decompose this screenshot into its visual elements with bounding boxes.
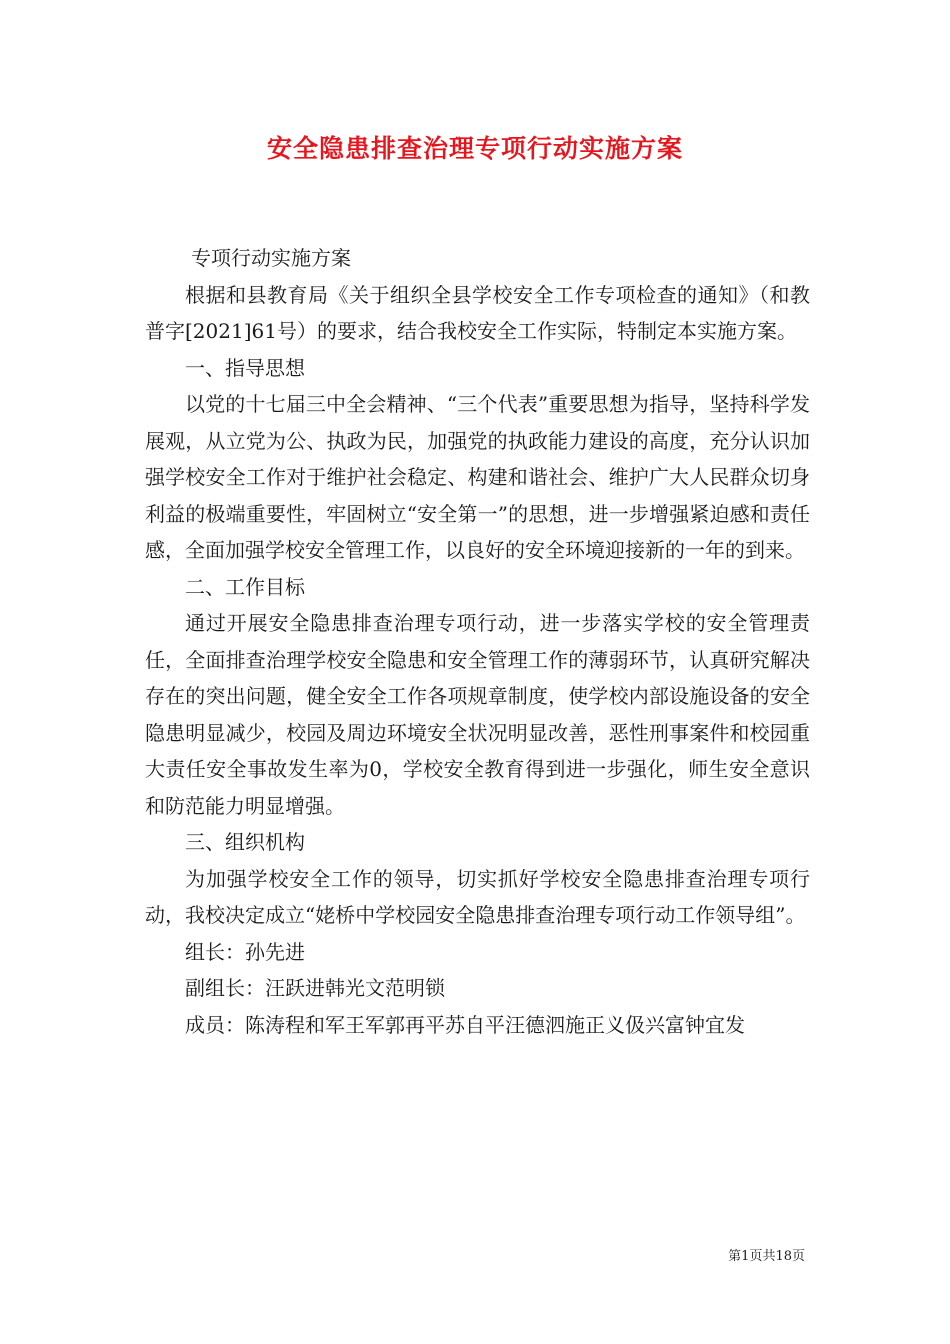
document-title: 安全隐患排查治理专项行动实施方案 bbox=[266, 134, 683, 163]
paragraph-members: 成员：陈涛程和军王军郭再平苏自平汪德泗施正义伋兴富钟宜发 bbox=[185, 1012, 745, 1037]
section-heading-organization: 三、组织机构 bbox=[185, 830, 305, 854]
document-body bbox=[145, 240, 810, 1043]
section-heading-guiding-thought: 一、指导思想 bbox=[185, 355, 305, 380]
paragraph-organization: 为加强学校安全工作的领导，切实抓好学校安全隐患排查治理专项行动，我校决定成立“姥桥中学校园安全隐患排查治理专项行动工作领导组”。 bbox=[145, 866, 810, 927]
paragraph-group-leader: 组长：孙先进 bbox=[185, 939, 305, 964]
page-footer: 第1页共18页 bbox=[728, 1249, 805, 1264]
paragraph-guiding-thought: 以党的十七届三中全会精神、“三个代表”重要思想为指导，坚持科学发展观，从立党为公、执政为民，加强党的执政能力建设的高度，充分认识加强学校安全工作对于维护社会稳定、构建和谐社会、维护广大人民群众切身利益的极端重要性，牢固树立“安全第一”的思想，进一步增强紧迫感和责任感，全面加强学校安全管理工作，以良好的安全环境迎接新的一年的到来。 bbox=[145, 392, 810, 562]
paragraph-subtitle: 专项行动实施方案 bbox=[191, 246, 351, 270]
paragraph-intro: 根据和县教育局《关于组织全县学校安全工作专项检查的通知》（和教普字[2021]61号）的要求，结合我校安全工作实际，特制定本实施方案。 bbox=[145, 282, 810, 343]
section-heading-work-goals: 二、工作目标 bbox=[185, 574, 305, 599]
paragraph-work-goals: 通过开展安全隐患排查治理专项行动，进一步落实学校的安全管理责任，全面排查治理学校安全隐患和安全管理工作的薄弱环节，认真研究解决存在的突出问题，健全安全工作各项规章制度，使学校内部设施设备的安全隐患明显减少，校园及周边环境安全状况明显改善，恶性刑事案件和校园重大责任安全事故发生率为0，学校安全教育得到进一步强化，师生安全意识和防范能力明显增强。 bbox=[145, 611, 810, 818]
paragraph-deputy-leaders: 副组长：汪跃进韩光文范明锁 bbox=[185, 976, 445, 1000]
